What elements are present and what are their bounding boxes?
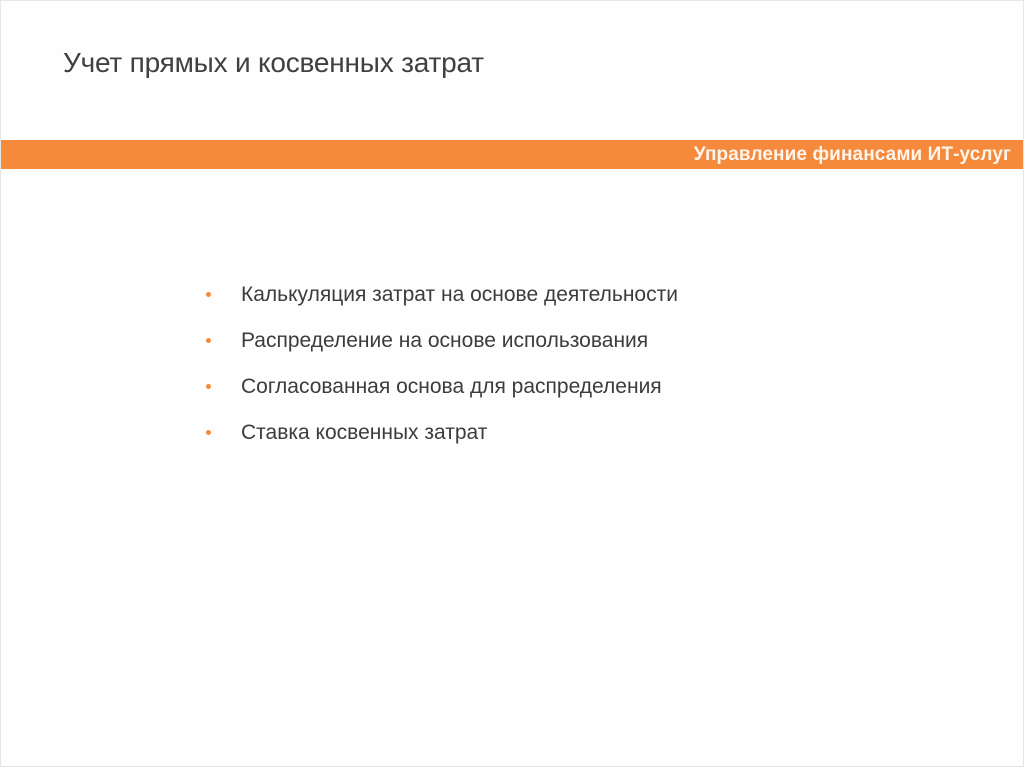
brand-bar-text: Управление финансами ИТ-услуг	[693, 144, 1011, 165]
bullet-text: Калькуляция затрат на основе деятельности	[241, 283, 678, 306]
bullet-dot-icon	[206, 430, 211, 435]
bullet-text: Распределение на основе использования	[241, 329, 649, 352]
bullet-text: Согласованная основа для распределения	[241, 375, 662, 398]
bullet-dot-icon	[206, 292, 211, 297]
bullet-dot-icon	[206, 384, 211, 389]
brand-bar	[1, 140, 1023, 169]
bullet-dot-icon	[206, 338, 211, 343]
bullet-text: Ставка косвенных затрат	[241, 421, 488, 444]
slide-title: Учет прямых и косвенных затрат	[63, 47, 484, 78]
